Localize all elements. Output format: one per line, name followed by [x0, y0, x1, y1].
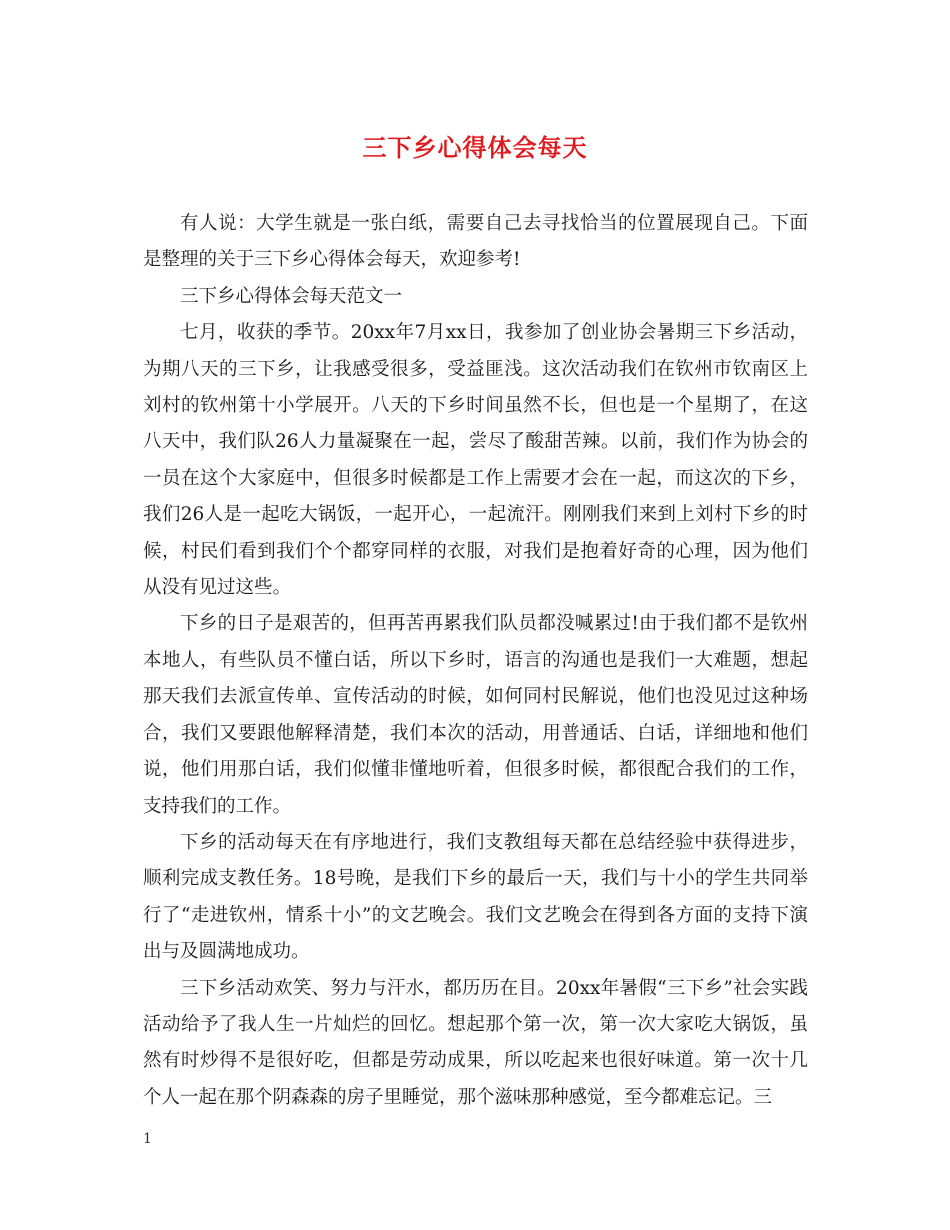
document-body — [143, 206, 808, 1116]
document-title: 三下乡心得体会每天 — [362, 134, 588, 162]
paragraph-intro: 有人说：大学生就是一张白纸，需要自己去寻找恰当的位置展现自己。下面是整理的关于三下乡心得体会每天，欢迎参考! — [143, 213, 808, 271]
paragraph-2: 下乡的日子是艰苦的，但再苦再累我们队员都没喊累过!由于我们都不是钦州本地人，有些队员不懂白话，所以下乡时，语言的沟通也是我们一大难题，想起那天我们去派宣传单、宣传活动的时候，如何同村民解说，他们也没见过这种场合，我们又要跟他解释清楚，我们本次的活动，用普通话、白话，详细地和他们说，他们用那白话，我们似懂非懂地听着，但很多时候，都很配合我们的工作，支持我们的工作。 — [143, 613, 808, 817]
paragraph-section-heading: 三下乡心得体会每天范文一 — [180, 285, 403, 307]
paragraph-1: 七月，收获的季节。20xx年7月xx日，我参加了创业协会暑期三下乡活动，为期八天的三下乡，让我感受很多，受益匪浅。这次活动我们在钦州市钦南区上刘村的钦州第十小学展开。八天的下乡时间虽然不长，但也是一个星期了，在这八天中，我们队26人力量凝聚在一起，尝尽了酸甜苦辣。以前，我们作为协会的一员在这个大家庭中，但很多时候都是工作上需要才会在一起，而这次的下乡，我们26人是一起吃大锅饭，一起开心，一起流汗。刚刚我们来到上刘村下乡的时候，村民们看到我们个个都穿同样的衣服，对我们是抱着好奇的心理，因为他们从没有见过这些。 — [143, 322, 808, 599]
page-number: 1 — [143, 1131, 152, 1147]
paragraph-3: 下乡的活动每天在有序地进行，我们支教组每天都在总结经验中获得进步，顺利完成支教任务。18号晚，是我们下乡的最后一天，我们与十小的学生共同举行了“走进钦州，情系十小”的文艺晚会。我们文艺晚会在得到各方面的支持下演出与及圆满地成功。 — [143, 831, 808, 963]
paragraph-4: 三下乡活动欢笑、努力与汗水，都历历在目。20xx年暑假“三下乡”社会实践活动给予了我人生一片灿烂的回忆。想起那个第一次，第一次大家吃大锅饭，虽然有时炒得不是很好吃，但都是劳动成果，所以吃起来也很好味道。第一次十几个人一起在那个阴森森的房子里睡觉，那个滋味那种感觉，至今都难忘记。三 — [143, 977, 808, 1108]
